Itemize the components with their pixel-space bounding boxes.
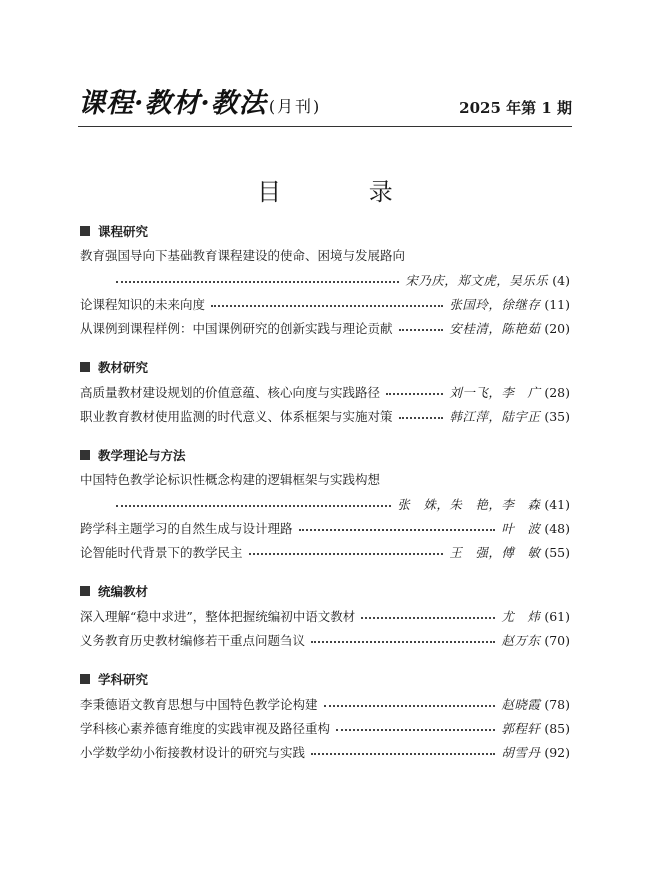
square-bullet-icon [80, 586, 90, 596]
article-authors: 刘一飞，李 广 [449, 385, 541, 400]
article-authors: 叶 波 [501, 521, 541, 536]
article-title: 教育强国导向下基础教育课程建设的使命、困境与发展路向 [80, 248, 406, 263]
article-authors: 胡雪丹 [501, 745, 541, 760]
article-page: (78) [544, 696, 570, 712]
dot-leader [324, 705, 496, 707]
journal-title [78, 81, 321, 120]
toc-section [80, 218, 570, 340]
section-heading [80, 218, 570, 244]
toc-section [80, 578, 570, 652]
section-heading [80, 666, 570, 692]
article-page: (28) [544, 384, 570, 400]
table-of-contents [80, 218, 570, 764]
article-title: 高质量教材建设规划的价值意蕴、核心向度与实践路径 [80, 385, 381, 400]
toc-entry-line [80, 604, 570, 628]
toc-entry-line [80, 380, 570, 404]
article-page: (85) [544, 720, 570, 736]
article-authors: 宋乃庆，郑文虎，吴乐乐 [405, 273, 549, 288]
article-page: (35) [544, 408, 570, 424]
toc-entry-line [80, 716, 570, 740]
journal-header [78, 86, 572, 127]
article-title: 从课例到课程样例：中国课例研究的创新实践与理论贡献 [80, 321, 393, 336]
section-heading-label: 学科研究 [98, 672, 149, 687]
section-gap [80, 564, 570, 578]
square-bullet-icon [80, 362, 90, 372]
article-page: (11) [544, 296, 570, 312]
section-gap [80, 652, 570, 666]
article-authors: 赵万东 [501, 633, 541, 648]
article-title: 学科核心素养德育维度的实践审视及路径重构 [80, 721, 331, 736]
article-authors: 赵晓霞 [501, 697, 541, 712]
section-heading-label: 教材研究 [98, 360, 149, 375]
section-heading-label: 教学理论与方法 [98, 448, 186, 463]
dot-leader [311, 641, 495, 643]
article-title: 小学数学幼小衔接教材设计的研究与实践 [80, 745, 306, 760]
dot-leader [399, 329, 444, 331]
article-title: 论课程知识的未来向度 [80, 297, 206, 312]
toc-heading: 目 录 [257, 178, 433, 206]
toc-section [80, 354, 570, 428]
toc-section [80, 442, 570, 564]
journal-name: 课程·教材·教法 [78, 88, 267, 119]
article-authors: 韩江萍，陆宇正 [449, 409, 541, 424]
article-authors: 安桂清，陈艳茹 [449, 321, 541, 336]
dot-leader [311, 753, 495, 755]
article-page: (92) [544, 744, 570, 760]
toc-entry-line [80, 740, 570, 764]
article-authors: 郭程轩 [501, 721, 541, 736]
dot-leader [361, 617, 495, 619]
article-authors: 王 强，傅 敏 [449, 545, 541, 560]
toc-section [80, 666, 570, 764]
article-page: (61) [544, 608, 570, 624]
article-title: 跨学科主题学习的自然生成与设计理路 [80, 521, 293, 536]
toc-entry-line [80, 516, 570, 540]
article-title: 李秉德语文教育思想与中国特色教学论构建 [80, 697, 318, 712]
article-page: (48) [544, 520, 570, 536]
toc-entry-line [80, 540, 570, 564]
dot-leader [386, 393, 443, 395]
section-heading-label: 统编教材 [98, 584, 149, 599]
article-title: 深入理解“稳中求进”，整体把握统编初中语文教材 [80, 609, 356, 624]
article-title: 论智能时代背景下的教学民主 [80, 545, 243, 560]
dot-leader [399, 417, 444, 419]
section-heading [80, 354, 570, 380]
article-page: (20) [544, 320, 570, 336]
toc-entry-line [80, 628, 570, 652]
square-bullet-icon [80, 450, 90, 460]
toc-entry-line [80, 492, 570, 516]
toc-entry-line [80, 692, 570, 716]
toc-entry-line [80, 268, 570, 292]
article-title: 义务教育历史教材编修若干重点问题刍议 [80, 633, 306, 648]
dot-leader [249, 553, 444, 555]
issue-number: 2025 年第 1 期 [459, 99, 572, 117]
section-heading-label: 课程研究 [98, 224, 149, 239]
square-bullet-icon [80, 226, 90, 236]
article-page: (70) [544, 632, 570, 648]
dot-leader [336, 729, 495, 731]
dot-leader [211, 305, 443, 307]
toc-entry-line [80, 292, 570, 316]
section-heading [80, 442, 570, 468]
article-authors: 张 姝，朱 艳，李 森 [397, 497, 541, 512]
journal-frequency: (月刊) [268, 97, 322, 116]
article-authors: 尤 炜 [501, 609, 541, 624]
section-gap [80, 340, 570, 354]
article-page: (41) [544, 496, 570, 512]
dot-leader [116, 505, 391, 507]
article-title: 中国特色教学论标识性概念构建的逻辑框架与实践构想 [80, 472, 381, 487]
toc-entry-line [80, 404, 570, 428]
dot-leader [299, 529, 496, 531]
article-authors: 张国玲，徐继存 [449, 297, 541, 312]
article-page: (55) [544, 544, 570, 560]
article-title: 职业教育教材使用监测的时代意义、体系框架与实施对策 [80, 409, 393, 424]
dot-leader [116, 281, 399, 283]
toc-entry-line [80, 316, 570, 340]
section-gap [80, 428, 570, 442]
section-heading [80, 578, 570, 604]
square-bullet-icon [80, 674, 90, 684]
article-page: (4) [552, 272, 570, 288]
